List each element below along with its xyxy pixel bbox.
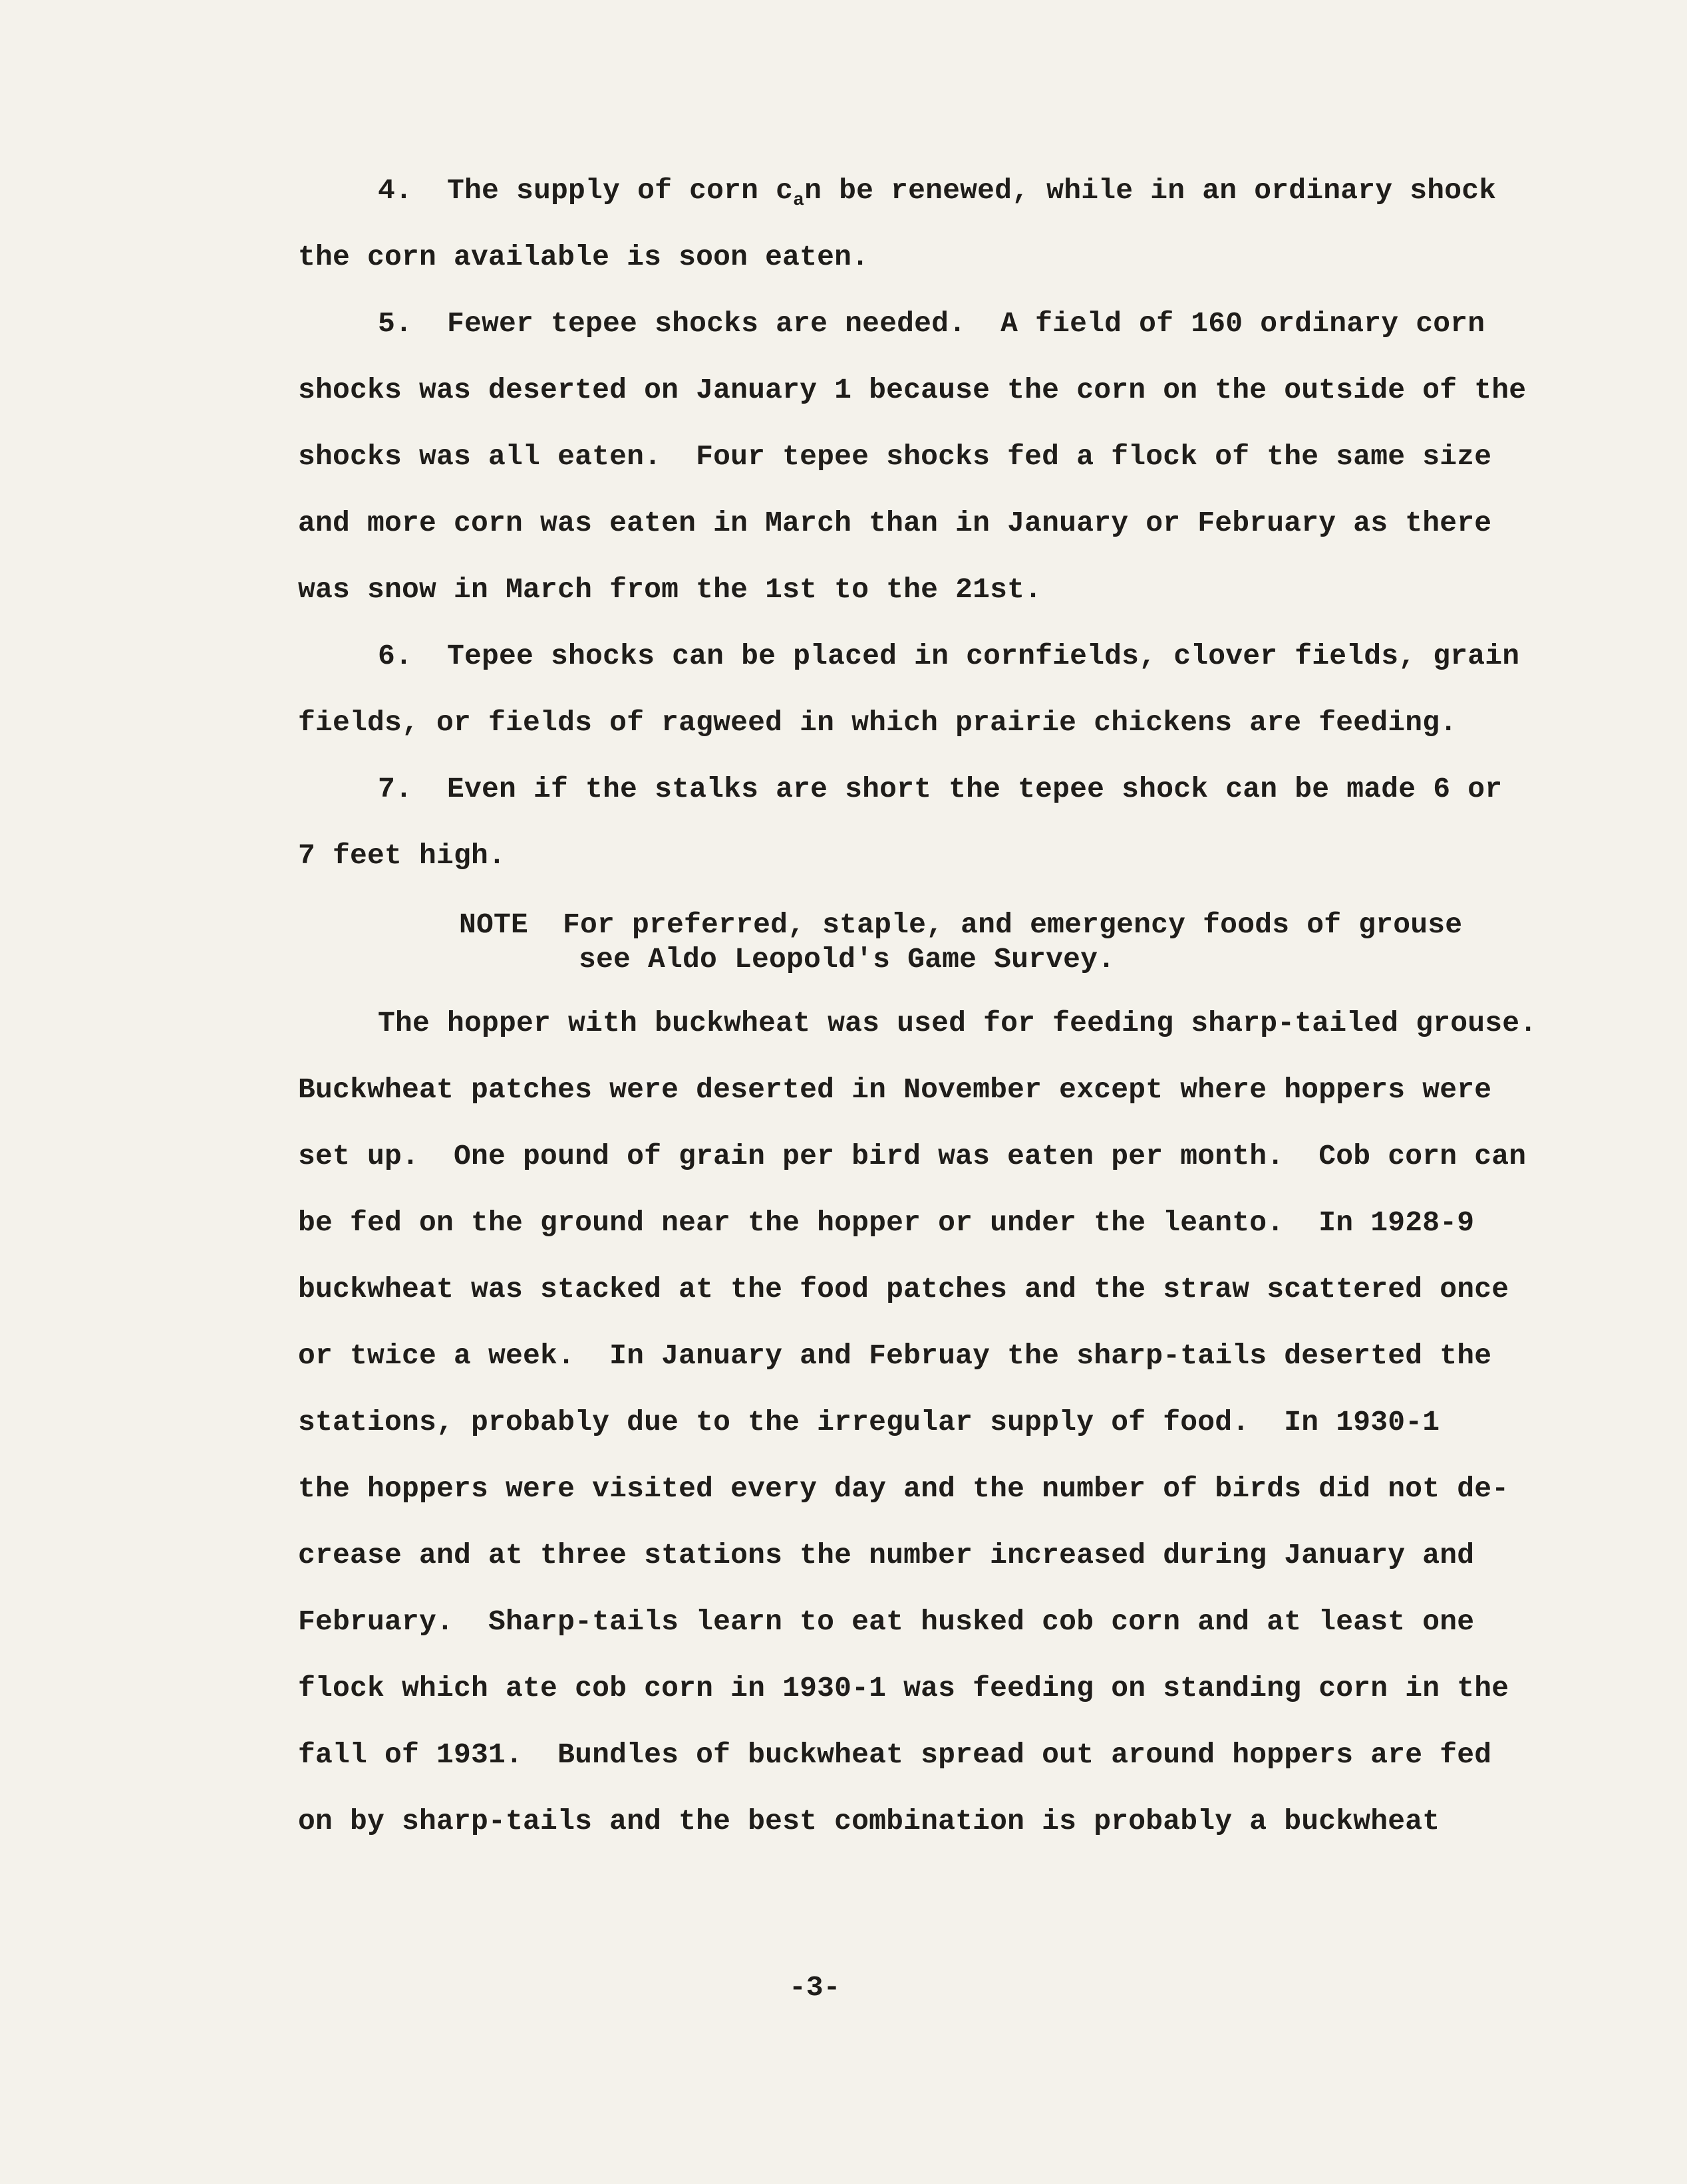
text-line: shocks was deserted on January 1 because the corn on the outside of the bbox=[298, 374, 1527, 406]
text-line: fields, or fields of ragweed in which prairie chickens are feeding. bbox=[298, 706, 1457, 739]
text-line: 7 feet high. bbox=[298, 839, 506, 872]
text-line: set up. One pound of grain per bird was eaten per month. Cob corn can bbox=[298, 1140, 1527, 1172]
text-line: Buckwheat patches were deserted in November except where hoppers were bbox=[298, 1073, 1492, 1106]
text-line: shocks was all eaten. Four tepee shocks fed a flock of the same size bbox=[298, 440, 1492, 473]
text-line-segment: n be renewed, while in an ordinary shock bbox=[804, 174, 1497, 207]
text-line: The hopper with buckwheat was used for feeding sharp-tailed grouse. bbox=[378, 1007, 1537, 1039]
text-line: 6. Tepee shocks can be placed in cornfields, clover fields, grain bbox=[378, 640, 1520, 672]
text-line: crease and at three stations the number increased during January and bbox=[298, 1539, 1475, 1571]
text-line-segment: 4. The supply of corn c bbox=[378, 174, 794, 207]
text-line: and more corn was eaten in March than in January or February as there bbox=[298, 507, 1492, 539]
text-line: be fed on the ground near the hopper or under the leanto. In 1928-9 bbox=[298, 1206, 1475, 1239]
text-line: 5. Fewer tepee shocks are needed. A field of 160 ordinary corn bbox=[378, 307, 1485, 340]
text-line: stations, probably due to the irregular supply of food. In 1930-1 bbox=[298, 1406, 1440, 1438]
note-line: NOTE For preferred, staple, and emergency foods of grouse bbox=[459, 908, 1463, 941]
text-line: was snow in March from the 1st to the 21st. bbox=[298, 573, 1042, 606]
text-line bbox=[378, 174, 1497, 211]
text-line: February. Sharp-tails learn to eat husked cob corn and at least one bbox=[298, 1605, 1475, 1638]
text-line: or twice a week. In January and Februay the sharp-tails deserted the bbox=[298, 1339, 1492, 1372]
text-line: 7. Even if the stalks are short the tepee shock can be made 6 or bbox=[378, 773, 1503, 805]
text-line: flock which ate cob corn in 1930-1 was feeding on standing corn in the bbox=[298, 1672, 1509, 1705]
text-line: buckwheat was stacked at the food patches and the straw scattered once bbox=[298, 1273, 1509, 1305]
note-line: see Aldo Leopold's Game Survey. bbox=[579, 943, 1116, 976]
subscript-letter: a bbox=[793, 190, 805, 211]
text-line: the corn available is soon eaten. bbox=[298, 241, 869, 273]
page-number: -3- bbox=[789, 1971, 841, 2004]
text-line: on by sharp-tails and the best combination is probably a buckwheat bbox=[298, 1805, 1440, 1838]
text-line: the hoppers were visited every day and the number of birds did not de- bbox=[298, 1472, 1509, 1505]
text-line: fall of 1931. Bundles of buckwheat spread out around hoppers are fed bbox=[298, 1738, 1492, 1771]
